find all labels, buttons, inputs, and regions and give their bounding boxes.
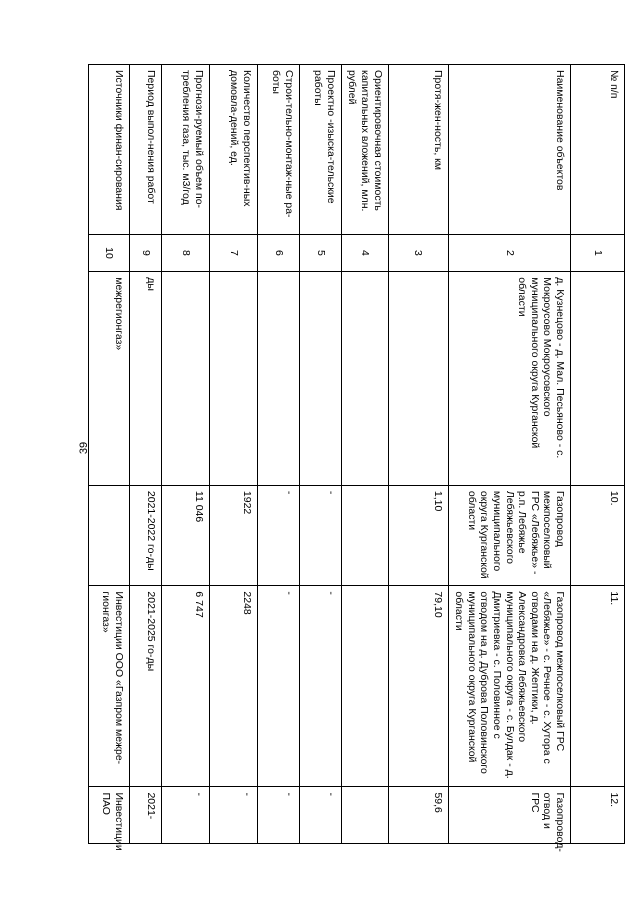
header-cost-group: Ориентировочная стоимость капитальных вложений, млн. рублей: [341, 65, 388, 235]
row-1-name: Газопровод межпоселковый ГРС «Лебяжье» - р.п. Лебяжье Лебяжьевского муниципального округа Курганской области: [448, 485, 570, 586]
header-num: № п/п: [571, 65, 625, 235]
row-2-construction: -: [257, 586, 299, 787]
row-3-design: -: [299, 787, 341, 844]
row-0-construction: [257, 272, 299, 486]
table-row-households: [209, 65, 257, 844]
page-number: 39: [78, 441, 90, 455]
row-0-length: [388, 272, 448, 486]
colnum-9: 9: [129, 234, 161, 272]
header-design: Проектно -изыска-тельские работы: [299, 65, 341, 235]
header-gas: Прогнози-руемый объем по-требления газа, тыс. м3/год: [161, 65, 209, 235]
row-2-total: [341, 586, 388, 787]
row-2-name: Газопровод межпоселковый ГРС «Лебяжье» - с. Речное - с. Хутора с отводами на д. Жептики, д. Александровка Лебяжьевского муниципального округа - с. Булдак - д. Дмитриевка - с. Половинное с отводом на д. Дуброва Половинского муниципального округа Курганской области: [448, 586, 570, 787]
table-row-length: [388, 65, 448, 844]
row-1-total: [341, 485, 388, 586]
row-2-source: Инвестиции ООО «Газпром межре-гионгаз»: [88, 586, 129, 787]
colnum-3: 3: [388, 234, 448, 272]
table-row-construction: [257, 65, 299, 844]
row-0-gas: [161, 272, 209, 486]
header-households: Количество перспектив-ных домовла-дений, ед.: [209, 65, 257, 235]
row-3-num: 12.: [571, 787, 625, 844]
row-2-gas: 6 747: [161, 586, 209, 787]
row-0-name: д. Кузнецово - д. Мал. Песьяново - с. Мокроусово Мокроусовского муниципального округа Курганской области: [448, 272, 570, 486]
table-row-total: [341, 65, 388, 844]
row-2-design: -: [299, 586, 341, 787]
row-0-num: [571, 272, 625, 486]
row-1-num: 10.: [571, 485, 625, 586]
colnum-4: 4: [341, 234, 388, 272]
row-2-num: 11.: [571, 586, 625, 787]
row-1-gas: 11 046: [161, 485, 209, 586]
table-row-period: [129, 65, 161, 844]
colnum-10: 10: [88, 234, 129, 272]
row-2-households: 2248: [209, 586, 257, 787]
header-construction: Строи-тельно-монтаж-ные ра-боты: [257, 65, 299, 235]
header-name: Наименование объектов: [448, 65, 570, 235]
colnum-6: 6: [257, 234, 299, 272]
row-3-gas: -: [161, 787, 209, 844]
table-row-gas: [161, 65, 209, 844]
colnum-7: 7: [209, 234, 257, 272]
header-source: Источники финан-сирования: [88, 65, 129, 235]
colnum-2: 2: [448, 234, 570, 272]
row-3-construction: -: [257, 787, 299, 844]
row-1-design: -: [299, 485, 341, 586]
row-3-length: 59,6: [388, 787, 448, 844]
row-1-length: 1,10: [388, 485, 448, 586]
objects-table: [88, 64, 625, 852]
row-0-source: межрегионгаз»: [88, 272, 129, 486]
row-3-name: Газопровод-отвод и ГРС: [448, 787, 570, 844]
row-3-total: [341, 787, 388, 844]
header-length: Протя-жен-ность, км: [388, 65, 448, 235]
colnum-8: 8: [161, 234, 209, 272]
colnum-5: 5: [299, 234, 341, 272]
row-2-length: 79,10: [388, 586, 448, 787]
row-3-source: Инвестиции ПАО: [88, 787, 129, 844]
row-1-construction: -: [257, 485, 299, 586]
row-1-households: 1922: [209, 485, 257, 586]
row-0-total: [341, 272, 388, 486]
row-1-source: [88, 485, 129, 586]
header-period: Период выпол-нения работ: [129, 65, 161, 235]
row-0-period: ды: [129, 272, 161, 486]
table-rotated-container: [100, 64, 625, 852]
row-3-period: 2021-: [129, 787, 161, 844]
table-row-name: [448, 65, 570, 844]
table-row-design: [299, 65, 341, 844]
table-row-num: [571, 65, 625, 844]
table-row-source: [88, 65, 129, 844]
row-0-design: [299, 272, 341, 486]
row-3-households: -: [209, 787, 257, 844]
row-0-households: [209, 272, 257, 486]
row-1-period: 2021-2022 го-ды: [129, 485, 161, 586]
colnum-1: 1: [571, 234, 625, 272]
row-2-period: 2021-2025 го-ды: [129, 586, 161, 787]
